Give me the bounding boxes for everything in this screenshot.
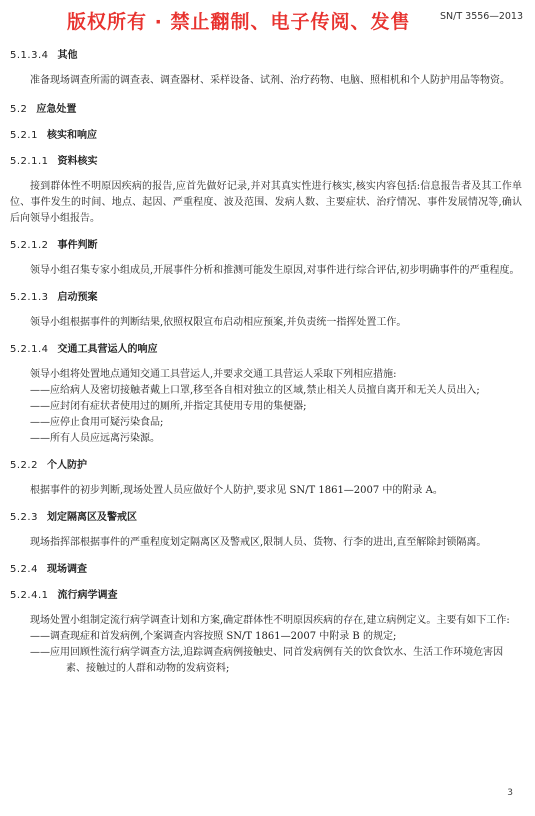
paragraph: 领导小组根据事件的判断结果,依照权限宣布启动相应预案,并负责统一指挥处置工作。 bbox=[30, 317, 407, 328]
section-heading: 5.1.3.4 其他 bbox=[10, 50, 78, 61]
document-body bbox=[10, 45, 522, 677]
section-heading: 5.2.4.1 流行病学调查 bbox=[10, 590, 118, 601]
section-heading: 5.2.1.2 事件判断 bbox=[10, 240, 98, 251]
list-item: ——调查现症和首发病例,个案调查内容按照 SN/T 1861—2007 中附录 B 的规定; bbox=[30, 631, 397, 642]
section-heading: 5.2.4 现场调查 bbox=[10, 564, 87, 575]
section-heading: 5.2.1.3 启动预案 bbox=[10, 292, 98, 303]
paragraph: 领导小组将处置地点通知交通工具营运人,并要求交通工具营运人采取下列相应措施: bbox=[30, 369, 397, 380]
section-heading: 5.2.2 个人防护 bbox=[10, 460, 87, 471]
paragraph: 现场指挥部根据事件的严重程度划定隔离区及警戒区,限制人员、货物、行李的进出,直至解除封锁隔离。 bbox=[30, 537, 487, 548]
section-heading: 5.2.1 核实和响应 bbox=[10, 130, 97, 141]
standard-code: SN/T 3556—2013 bbox=[439, 11, 523, 22]
paragraph: 准备现场调查所需的调查表、调查器材、采样设备、试剂、治疗药物、电脑、照相机和个人防护用品等物资。 bbox=[30, 75, 510, 86]
paragraph: 现场处置小组制定流行病学调查计划和方案,确定群体性不明原因疾病的存在,建立病例定义。主要有如下工作: bbox=[30, 615, 510, 626]
section-heading: 5.2.1.1 资料核实 bbox=[10, 156, 98, 167]
section-heading: 5.2.3 划定隔离区及警戒区 bbox=[10, 512, 137, 523]
list-item: ——所有人员应远离污染源。 bbox=[30, 433, 160, 444]
list-item: ——应封闭有症状者使用过的厕所,并指定其使用专用的集便器; bbox=[30, 401, 307, 412]
list-item: ——应停止食用可疑污染食品; bbox=[30, 417, 164, 428]
section-heading: 5.2 应急处置 bbox=[10, 104, 77, 115]
list-item: ——应给病人及密切接触者戴上口罩,移至各自相对独立的区域,禁止相关人员擅自离开和无关人员出入; bbox=[30, 385, 480, 396]
page-number: 3 bbox=[507, 788, 513, 798]
paragraph: 领导小组召集专家小组成员,开展事件分析和推测可能发生原因,对事件进行综合评估,初步明确事件的严重程度。 bbox=[30, 265, 520, 276]
paragraph: 根据事件的初步判断,现场处置人员应做好个人防护,要求见 SN/T 1861—2007 中的附录 A。 bbox=[30, 485, 443, 496]
paragraph: 接到群体性不明原因疾病的报告,应首先做好记录,并对其真实性进行核实,核实内容包括:信息报告者及其工作单位、事件发生的时间、地点、起因、严重程度、波及范围、发病人数、主要症状、治疗情况、事件发展情况等,确认后向领导小组报告。 bbox=[10, 181, 522, 224]
section-heading: 5.2.1.4 交通工具营运人的响应 bbox=[10, 344, 158, 355]
list-item: ——应用回顾性流行病学调查方法,追踪调查病例接触史、同首发病例有关的饮食饮水、生活工作环境危害因素、接触过的人群和动物的发病资料; bbox=[30, 647, 504, 674]
copyright-watermark: 版权所有 · 禁止翻制、电子传阅、发售 bbox=[67, 11, 411, 33]
